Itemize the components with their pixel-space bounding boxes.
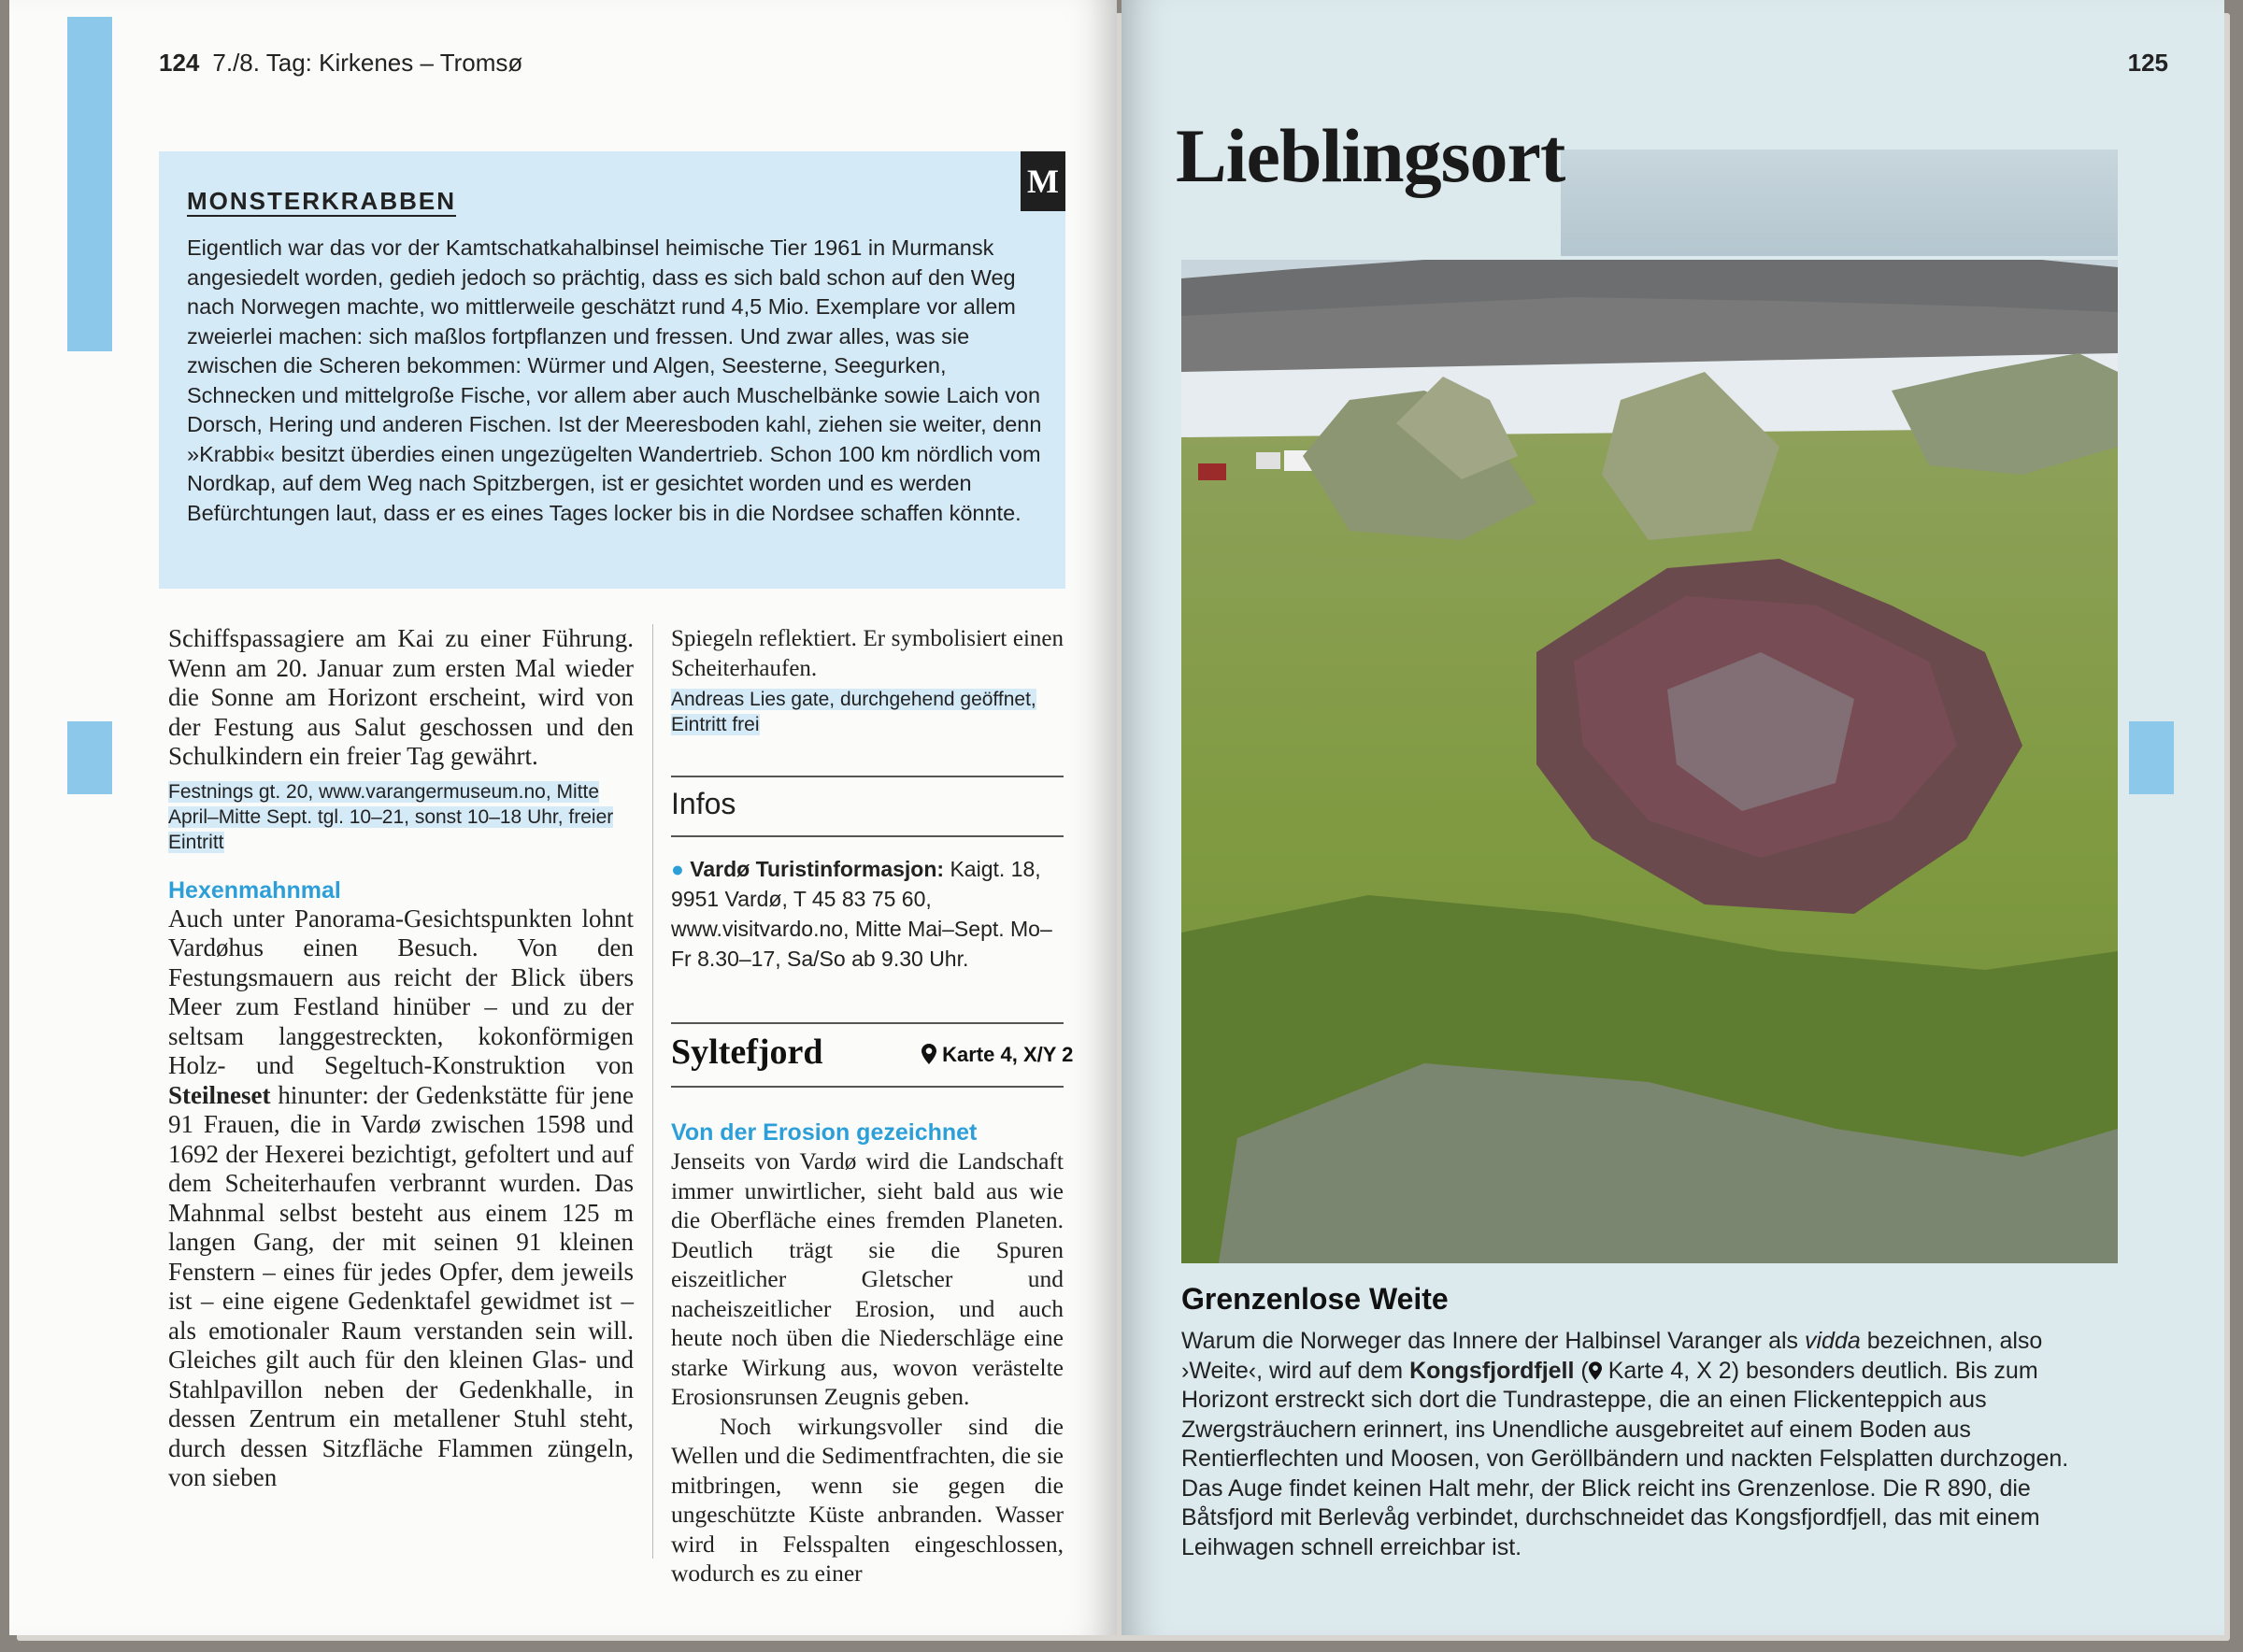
lieblingsort-title: Lieblingsort <box>1176 113 1565 198</box>
section-title-syltefjord: Syltefjord <box>671 1032 823 1072</box>
infos-entry <box>671 854 1064 974</box>
divider <box>671 1086 1064 1088</box>
paragraph: Spiegeln reflektiert. Er symbolisiert einen Scheiterhaufen. <box>671 626 1064 681</box>
left-page <box>9 0 1117 1635</box>
caption-heading: Grenzenlose Weite <box>1181 1282 1449 1316</box>
page-number: 124 <box>159 49 200 77</box>
photo-sky-strip <box>1561 150 2118 256</box>
divider <box>671 835 1064 837</box>
infos-name: Vardø Turistinformasjon: <box>690 857 945 881</box>
m-badge-icon: M <box>1021 151 1065 211</box>
thumb-tab-right <box>2129 721 2174 794</box>
running-header <box>159 49 522 78</box>
place-name-bold: Steilneset <box>168 1080 271 1109</box>
map-pin-icon <box>1589 1361 1602 1380</box>
divider <box>671 776 1064 777</box>
divider <box>671 1022 1064 1024</box>
subheading-erosion: Von der Erosion gezeichnet <box>671 1119 978 1146</box>
box-title: MONSTERKRABBEN <box>187 187 456 215</box>
paragraph: Auch unter Panorama-Gesichtspunkten lohnt Vardøhus einen Besuch. Von den Festungsmauern aus reicht der Blick übers Meer zum Festland hinüber – und zu der seltsam langgestreckten, kokonförmigen Holz- und Segeltuch-Konstruktion von Steilneset hinunter: der Gedenkstätte für jene 91 Frauen, die in Vardø zwischen 1598 und 1692 der Hexerei bezichtigt, gefoltert und auf dem Scheiterhaufen verbrannt wurden. Das Mahnmal selbst besteht aus einem 125 m langen Gang, der mit seinen 91 kleinen Fenstern – eines für jedes Opfer, dem jeweils ist – eine eigene Gedenktafel gewidmet ist – als emotionaler Raum verstanden sein will. Gleiches gilt auch für den kleinen Glas- und Stahlpavillon neben der Gedenkhalle, in dessen Zentrum ein metallener Stuhl steht, durch dessen Sitzfläche Flammen züngeln, von sieben <box>168 904 634 1491</box>
thumb-tab-mid <box>67 721 112 794</box>
infos-heading: Infos <box>671 787 736 820</box>
page-number: 125 <box>2127 49 2168 77</box>
landscape-photo <box>1181 260 2118 1263</box>
place-name-bold: Kongsfjordfjell <box>1409 1357 1575 1384</box>
paragraph: Schiffspassagiere am Kai zu einer Führung. Wenn am 20. Januar zum ersten Mal wieder die Sonne am Horizont erscheint, wird von der Festung aus Salut geschossen und den Schulkindern ein freier Tag gewährt. <box>168 624 634 770</box>
right-page <box>1122 0 2224 1635</box>
paragraph: Jenseits von Vardø wird die Landschaft immer unwirtlicher, sieht bald aus wie die Oberfläche eines fremden Planeten. Deutlich trägt sie die Spuren eiszeitlicher Gletscher und nacheiszeitlicher Erosion, und auch heute noch üben die Niederschläge eine starke Wirkung aus, wovon verästelte Erosionsrunsen Zeugnis geben. <box>671 1147 1064 1410</box>
text-column-2-lower <box>671 1119 1064 1588</box>
map-reference: Karte 4, X 2 <box>1607 1357 1732 1384</box>
info-line: Andreas Lies gate, durchgehend geöffnet, Eintritt frei <box>671 689 1036 735</box>
map-reference: Karte 4, X/Y 2 <box>921 1043 1073 1067</box>
tundra-landscape-image <box>1181 260 2118 1263</box>
info-line: Festnings gt. 20, www.varangermuseum.no, Mitte April–Mitte Sept. tgl. 10–21, sonst 10–18 Uhr, freier Eintritt <box>168 780 614 853</box>
column-divider <box>652 624 653 1559</box>
italic-term: vidda <box>1804 1328 1861 1354</box>
box-text: Eigentlich war das vor der Kamtschatkahalbinsel heimische Tier 1961 in Murmansk angesiedelt worden, gedieh jedoch so prächtig, dass es sich bald schon auf den Weg nach Norwegen machte, wo mittlerweile geschätzt rund 4,5 Mio. Exemplare vor allem zweierlei machen: sich maßlos fortpflanzen und fressen. Und zwar alles, was sie zwischen die Scheren bekommen: Würmer und Algen, Seesterne, Seegurken, Schnecken und mittelgroße Fische, vor allem aber auch Muschelbänke sowie Laich von Dorsch, Hering und anderen Fischen. Ist der Meeresboden kahl, ziehen sie weiter, denn »Krabbi« besitzt überdies einen ungezügelten Wandertrieb. Schon 100 km nördlich vom Nordkap, auf dem Weg nach Spitzbergen, ist er gesichtet worden und es werden Befürchtungen laut, dass er es eines Tages locker bis in die Nordsee schaffen könnte. <box>187 235 1042 525</box>
chapter-title: 7./8. Tag: Kirkenes – Tromsø <box>212 49 523 77</box>
thumb-tab-top <box>67 17 112 351</box>
text-column-1 <box>168 624 634 1493</box>
paragraph: Noch wirkungsvoller sind die Wellen und die Sedimentfrachten, die sie mitbringen, wenn sie gegen die ungeschützte Küste anbranden. Wasser wird in Felsspalten eingeschlossen, wodurch es zu einer <box>671 1412 1064 1587</box>
info-box-monsterkrabben <box>159 151 1065 589</box>
bullet-icon: ● <box>671 857 684 881</box>
subheading-hexenmahnmal: Hexenmahnmal <box>168 876 341 904</box>
map-pin-icon <box>921 1044 936 1064</box>
text-column-2 <box>671 624 1064 737</box>
infos-text: Kaigt. 18, 9951 Vardø, T 45 83 75 60, www.visitvardo.no, Mitte Mai–Sept. Mo–Fr 8.30–17, Sa/So ab 9.30 Uhr. <box>671 857 1052 971</box>
caption-text: Warum die Norweger das Innere der Halbinsel Varanger als vidda bezeichnen, also ›Weite‹, wird auf dem Kongsfjordfjell ( Karte 4, X 2) besonders deutlich. Bis zum Horizont erstreckt sich dort die Tundrasteppe, die an einen Flickenteppich aus Zwergsträuchern erinnert, ins Unendliche ausgebreitet auf einem Boden aus Rentierflechten und Moosen, von Geröllbändern und nackten Felsplatten durchzogen. Das Auge findet keinen Halt mehr, der Blick reicht ins Grenzenlose. Die R 890, die Båtsfjord mit Berlevåg verbindet, durchschneidet das Kongsfjordfjell, das mit einem Leihwagen schnell erreichbar ist. <box>1181 1328 2069 1560</box>
